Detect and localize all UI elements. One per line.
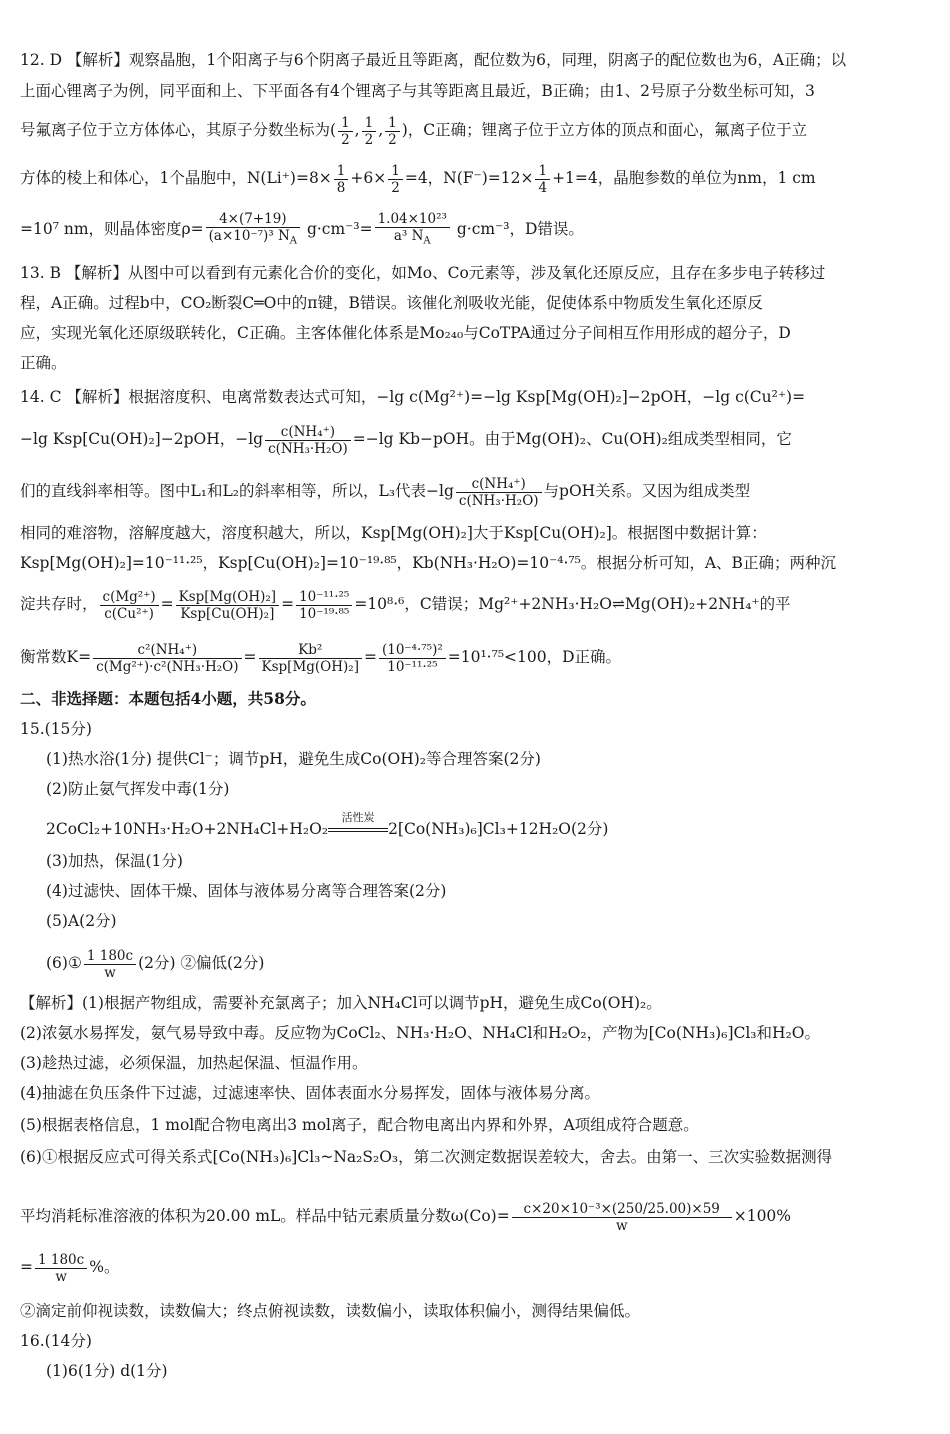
fraction: $\frac{1}{2}$ [338, 115, 353, 148]
q15-explanation-3: (3)趁热过滤，必须保温，加热起保温、恒温作用。 [20, 1054, 368, 1072]
q12-line1: 12. D 【解析】观察晶胞，1个阳离子与6个阴离子最近且等距离，配位数为6，同理，阴离子的配位数也为6，A正确；以 [20, 51, 847, 69]
q15-explanation-2: (2)浓氨水易挥发，氨气易导致中毒。反应物为CoCl₂、NH₃·H₂O、NH₄Cl和H₂O₂，产物为[Co(NH₃)₆]Cl₃和H₂O。 [20, 1024, 820, 1042]
q12-text: g·cm⁻³，D错误。 [451, 220, 584, 238]
q15-equation [46, 811, 950, 844]
q15-text: (6)① [46, 954, 82, 972]
q15-explanation-1: 【解析】(1)根据产物组成，需要补充氯离子；加入NH₄Cl可以调节pH，避免生成Co(OH)₂。 [20, 994, 662, 1012]
fraction: $\frac{\text{c(NH₄⁺)}}{\text{c(NH₃·H₂O)}}$ [456, 476, 542, 509]
q13-line1: 13. B 【解析】从图中可以看到有元素化合价的变化，如Mo、Co元素等，涉及氧化还原反应，且存在多步电子转移过 [20, 264, 826, 282]
fraction: $\frac{1}{4}$ [535, 163, 550, 196]
q15-explanation-7 [20, 1196, 935, 1236]
q14-text: =−lg Kb−pOH。由于Mg(OH)₂、Cu(OH)₂组成类型相同，它 [352, 430, 792, 448]
q14-text: 衡常数K= [20, 648, 92, 666]
q15-answer-4: (4)过滤快、固体干燥、固体与液体易分离等合理答案(2分) [46, 882, 447, 900]
q15-explanation-8 [20, 1248, 935, 1286]
q15-explanation-4: (4)抽滤在负压条件下过滤，过滤速率快、固体表面水分易挥发，固体与液体易分离。 [20, 1084, 600, 1102]
fraction: $\frac{\text{Kb²}}{\text{Ksp[Mg(OH)₂]}}$ [259, 642, 362, 675]
q15-explanation-9: ②滴定前仰视读数，读数偏大；终点俯视读数，读数偏小，读取体积偏小，测得结果偏低。 [20, 1302, 641, 1320]
fraction: $\frac{1 180c}{w}$ [35, 1252, 87, 1285]
fraction: $\frac{1}{8}$ [334, 163, 349, 196]
q12-text: =4，N(F⁻)=12× [404, 169, 534, 187]
q14-line1: 14. C 【解析】根据溶度积、电离常数表达式可知，−lg c(Mg²⁺)=−lg Ksp[Mg(OH)₂]−2pOH，−lg c(Cu²⁺)= [20, 388, 806, 406]
fraction: $\frac{\text{(10⁻⁴·⁷⁵)²}}{\text{10⁻¹¹·²⁵}}$ [379, 642, 446, 675]
reaction-arrow [328, 811, 388, 832]
q14-text: 淀共存时， [20, 595, 98, 613]
fraction: $\frac{\text{c×20×10⁻³×(250/25.00)×59}}{w}$ [512, 1201, 732, 1234]
equation-left: 2CoCl₂+10NH₃·H₂O+2NH₄Cl+H₂O₂ [46, 820, 329, 838]
q14-text: −lg Ksp[Cu(OH)₂]−2pOH，−lg [20, 430, 264, 448]
q14-line6: 淀共存时， $\frac{\text{c(Mg²⁺)}}{\text{c(Cu²⁺)}}$ = $\frac{\text{Ksp[Mg(OH)₂]}}{\text{Ksp[Cu(OH)₂]}}$ = $\frac{\text{10⁻¹¹·²⁵}}{\text{10⁻¹⁹·⁸⁵}}$ =10⁸·⁶，C错误；Mg²⁺+2NH₃·H₂O⇌Mg(OH)₂+2NH₄⁺的平 [20, 588, 791, 622]
q13-line2: 程，A正确。过程b中，CO₂断裂C═O中的π键，B错误。该催化剂吸收光能，促使体系中物质发生氧化还原反 [20, 294, 763, 312]
q14-line5: Ksp[Mg(OH)₂]=10⁻¹¹·²⁵，Ksp[Cu(OH)₂]=10⁻¹⁹·⁸⁵，Kb(NH₃·H₂O)=10⁻⁴·⁷⁵。根据分析可知，A、B正确；两种沉 [20, 554, 836, 572]
q12-text: =10⁷ nm，则晶体密度ρ= [20, 220, 204, 238]
q14-line4: 相同的难溶物，溶解度越大，溶度积越大，所以，Ksp[Mg(OH)₂]大于Ksp[Cu(OH)₂]。根据图中数据计算： [20, 524, 767, 542]
q15-text: ×100% [733, 1207, 792, 1225]
fraction: $\frac{\text{Ksp[Mg(OH)₂]}}{\text{Ksp[Cu(OH)₂]}}$ [176, 589, 279, 622]
q15-text: (2分) ②偏低(2分) [138, 954, 265, 972]
q14-line7: 衡常数K= $\frac{\text{c²(NH₄⁺)}}{\text{c(Mg²⁺)·c²(NH₃·H₂O)}}$ = $\frac{\text{Kb²}}{\text{Ksp[Mg(OH)₂]}}$ = $\frac{\text{(10⁻⁴·⁷⁵)²}}{\text{10⁻¹¹·²⁵}}$ =10¹·⁷⁵<100，D正确。 [20, 641, 622, 675]
fraction: $\frac{\text{1.04×10²³}}{a^3 N_A}$ [375, 211, 450, 250]
section-heading: 二、非选择题：本题包括4小题，共58分。 [20, 689, 316, 708]
q15-answer-5: (5)A(2分) [46, 912, 117, 930]
q15-answer-6 [46, 944, 950, 982]
q12-line5 [20, 210, 935, 249]
fraction: $\frac{\text{c²(NH₄⁺)}}{\text{c(Mg²⁺)·c²(NH₃·H₂O)}}$ [93, 642, 241, 675]
fraction: $\frac{\text{10⁻¹¹·²⁵}}{\text{10⁻¹⁹·⁸⁵}}$ [296, 589, 352, 622]
q16-heading: 16.(14分) [20, 1332, 92, 1350]
q15-heading: 15.(15分) [20, 720, 92, 738]
reaction-condition: 活性炭 [341, 811, 375, 824]
fraction: $\frac{1}{2}$ [362, 115, 377, 148]
q12-text: +1=4，晶胞参数的单位为nm，1 cm [552, 169, 816, 187]
q15-explanation-6: (6)①根据反应式可得关系式[Co(NH₃)₆]Cl₃~Na₂S₂O₃，第二次测定数据误差较大，舍去。由第一、三次实验数据测得 [20, 1148, 833, 1166]
q15-text: %。 [89, 1258, 120, 1276]
q12-text: +6× [350, 169, 387, 187]
fraction: $\frac{4\times(7+19)}{(a\times 10^{-7})^3 N_A}$ [206, 211, 300, 250]
q15-explanation-5: (5)根据表格信息，1 mol配合物电离出3 mol离子，配合物电离出内界和外界，A项组成符合题意。 [20, 1116, 699, 1134]
q12-text: )，C正确；锂离子位于立方体的顶点和面心，氟离子位于立 [401, 121, 808, 139]
q16-answer-1: (1)6(1分) d(1分) [46, 1362, 168, 1380]
q14-line3 [20, 472, 935, 510]
q14-text: 们的直线斜率相等。图中L₁和L₂的斜率相等，所以，L₃代表−lg [20, 482, 454, 500]
fraction: $\frac{\text{c(Mg²⁺)}}{\text{c(Cu²⁺)}}$ [100, 589, 159, 622]
q12-line3: 号氟离子位于立方体体心，其原子分数坐标为( $\frac{1}{2}$ , $\frac{1}{2}$ , $\frac{1}{2}$ )，C正确；锂离子位于立方体的顶点和面心，氟离子位于立 [20, 114, 808, 148]
q13-line3: 应，实现光氧化还原级联转化，C正确。主客体催化体系是Mo₂₄₀与CoTPA通过分子间相互作用形成的超分子，D [20, 324, 791, 342]
equation-right: 2[Co(NH₃)₆]Cl₃+12H₂O(2分) [388, 820, 609, 838]
q14-text: =10¹·⁷⁵<100，D正确。 [447, 648, 622, 666]
q14-text: =10⁸·⁶，C错误；Mg²⁺+2NH₃·H₂O⇌Mg(OH)₂+2NH₄⁺的平 [354, 595, 791, 613]
q12-line4 [20, 160, 935, 196]
q13-line4: 正确。 [20, 354, 67, 372]
q12-text: 方体的棱上和体心，1个晶胞中，N(Li⁺)=8× [20, 169, 332, 187]
fraction: $\frac{\text{c(NH₄⁺)}}{\text{c(NH₃·H₂O)}}$ [265, 424, 351, 457]
q12-text: g·cm⁻³= [302, 220, 373, 238]
q14-line2 [20, 420, 935, 458]
q14-text: 与pOH关系。又因为组成类型 [543, 482, 751, 500]
q15-answer-1: (1)热水浴(1分) 提供Cl⁻；调节pH，避免生成Co(OH)₂等合理答案(2分) [46, 750, 541, 768]
fraction: $\frac{1}{2}$ [388, 163, 403, 196]
q15-answer-3: (3)加热，保温(1分) [46, 852, 183, 870]
fraction: $\frac{1 180c}{w}$ [84, 948, 136, 981]
q15-text: 平均消耗标准溶液的体积为20.00 mL。样品中钴元素质量分数ω(Co)= [20, 1207, 510, 1225]
q12-line2: 上面心锂离子为例，同平面和上、下平面各有4个锂离子与其等距离且最近，B正确；由1、2号原子分数坐标可知，3 [20, 82, 815, 100]
fraction: $\frac{1}{2}$ [385, 115, 400, 148]
q15-answer-2: (2)防止氨气挥发中毒(1分) [46, 780, 230, 798]
q15-text: = [20, 1258, 33, 1276]
q12-text: 号氟离子位于立方体体心，其原子分数坐标为( [20, 121, 337, 139]
